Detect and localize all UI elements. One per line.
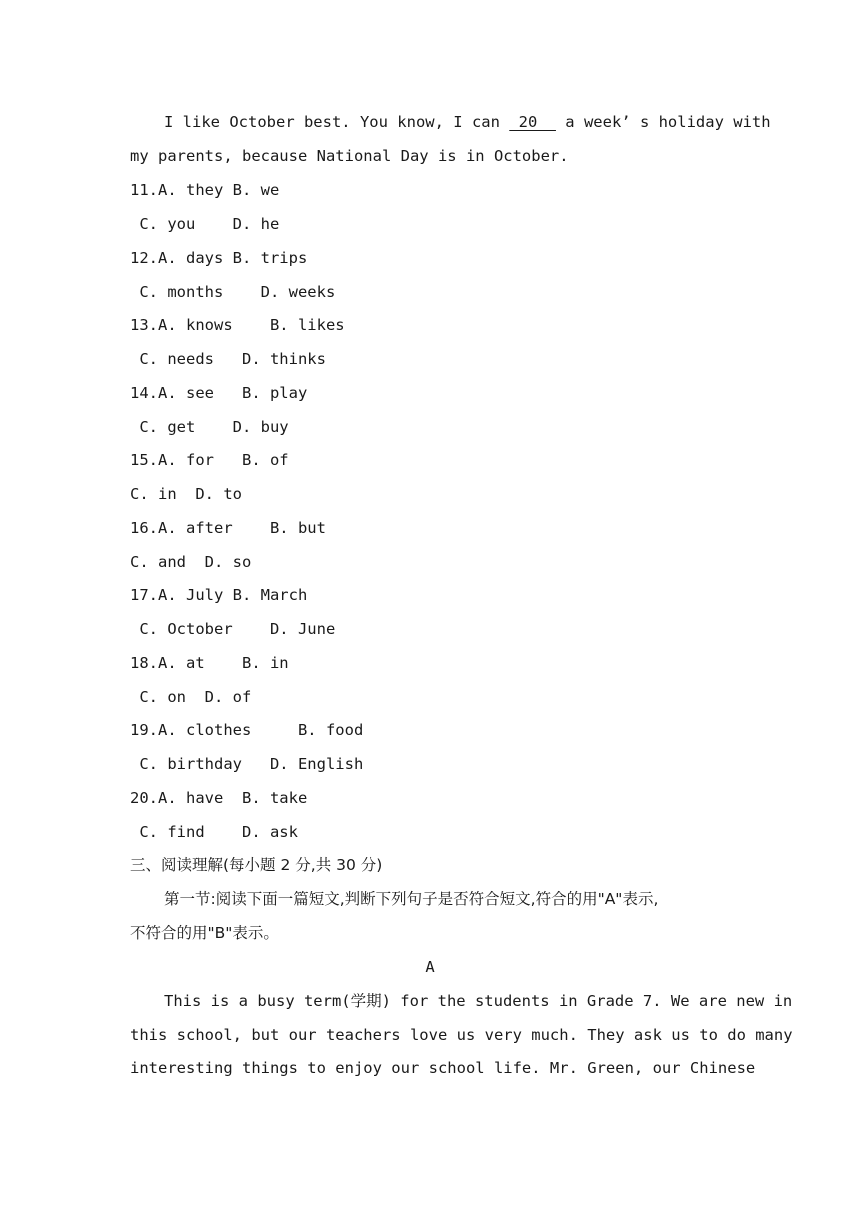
section-instructions: 不符合的用"B"表示。 bbox=[130, 924, 279, 942]
question-17-options-cd: C. October D. June bbox=[130, 620, 336, 638]
passage-line bbox=[164, 112, 771, 132]
reading-passage-line: this school, but our teachers love us very much. They ask us to do many bbox=[130, 1026, 793, 1044]
question-13-options-ab: 13.A. knows B. likes bbox=[130, 316, 345, 334]
passage-line: my parents, because National Day is in October. bbox=[130, 147, 569, 165]
question-19-options-ab: 19.A. clothes B. food bbox=[130, 721, 364, 739]
question-20-options-ab: 20.A. have B. take bbox=[130, 789, 308, 807]
question-11-options-cd: C. you D. he bbox=[130, 215, 280, 233]
reading-passage-line: interesting things to enjoy our school life. Mr. Green, our Chinese bbox=[130, 1059, 756, 1077]
question-12-options-ab: 12.A. days B. trips bbox=[130, 249, 308, 267]
question-16-options-cd: C. and D. so bbox=[130, 553, 252, 571]
section-instructions: 第一节:阅读下面一篇短文,判断下列句子是否符合短文,符合的用"A"表示, bbox=[164, 890, 659, 908]
question-11-options-ab: 11.A. they B. we bbox=[130, 181, 280, 199]
question-14-options-cd: C. get D. buy bbox=[130, 418, 289, 436]
question-14-options-ab: 14.A. see B. play bbox=[130, 384, 308, 402]
passage-text: a week’ s holiday with bbox=[555, 113, 771, 131]
blank-20: 20 bbox=[509, 113, 556, 131]
passage-label: A bbox=[425, 958, 435, 976]
question-19-options-cd: C. birthday D. English bbox=[130, 755, 364, 773]
question-16-options-ab: 16.A. after B. but bbox=[130, 519, 326, 537]
question-17-options-ab: 17.A. July B. March bbox=[130, 586, 308, 604]
question-12-options-cd: C. months D. weeks bbox=[130, 283, 336, 301]
reading-passage-line: This is a busy term(学期) for the students in Grade 7. We are new in bbox=[164, 992, 793, 1010]
question-18-options-ab: 18.A. at B. in bbox=[130, 654, 289, 672]
question-18-options-cd: C. on D. of bbox=[130, 688, 252, 706]
passage-text: I like October best. You know, I can bbox=[164, 113, 510, 131]
section-heading: 三、阅读理解(每小题 2 分,共 30 分) bbox=[130, 856, 383, 874]
question-13-options-cd: C. needs D. thinks bbox=[130, 350, 326, 368]
question-15-options-ab: 15.A. for B. of bbox=[130, 451, 289, 469]
question-20-options-cd: C. find D. ask bbox=[130, 823, 298, 841]
question-15-options-cd: C. in D. to bbox=[130, 485, 242, 503]
